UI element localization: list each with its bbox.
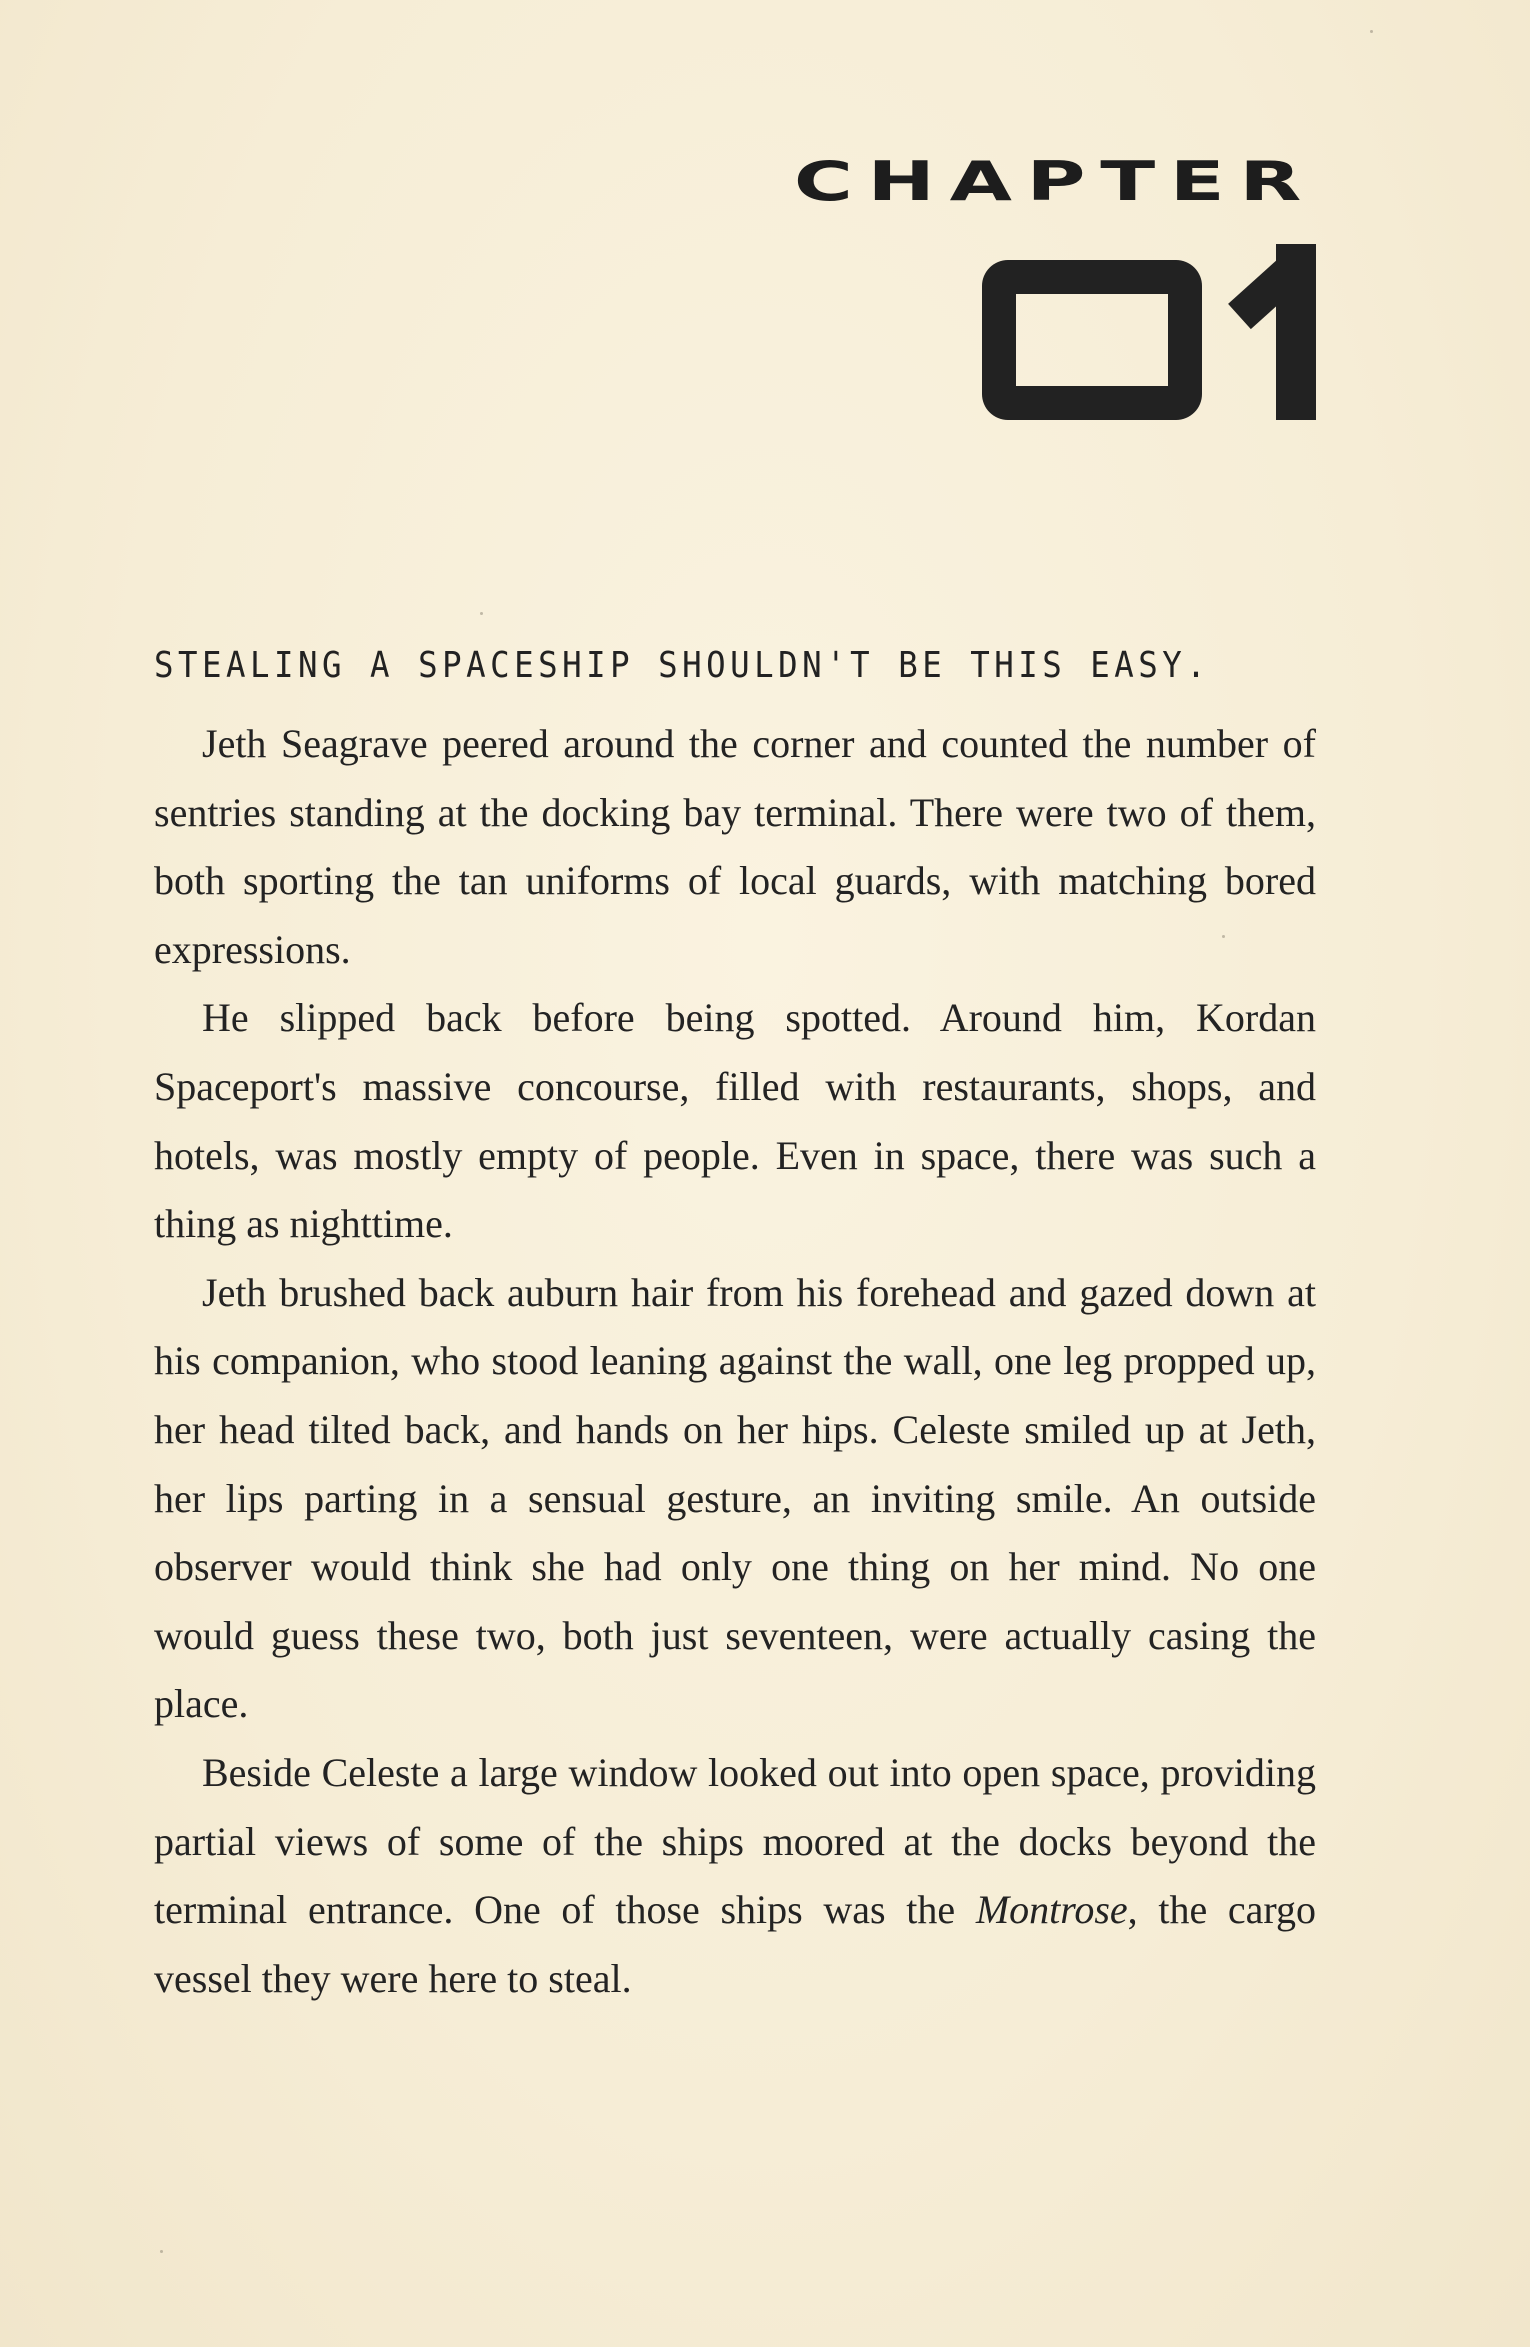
chapter-digit-zero xyxy=(982,260,1202,420)
opening-line: STEALING A SPACESHIP SHOULDN'T BE THIS EASY. xyxy=(154,645,1211,686)
paper-speck xyxy=(160,2250,163,2253)
chapter-heading-label: CHAPTER xyxy=(793,150,1316,214)
paragraph: Jeth Seagrave peered around the corner and counted the number of sentries standing at the docking bay terminal. There were two of them, both sporting the tan uniforms of local guards, with matching bored expressions. xyxy=(154,721,1316,972)
paragraph-text: , the cargo vessel they were here to steal. xyxy=(154,1887,1316,2001)
paragraph-text: Beside Celeste a large window looked out into open space, providing partial views of some of the ships moored at the docks beyond the terminal entrance. One of those ships was the xyxy=(154,1749,1316,1933)
paper-speck xyxy=(1222,935,1225,938)
chapter-digit-one xyxy=(1226,244,1316,420)
chapter-body xyxy=(154,710,1316,2013)
paper-speck xyxy=(1370,30,1373,33)
paper-speck xyxy=(480,612,483,615)
chapter-number xyxy=(982,240,1316,420)
paragraph: He slipped back before being spotted. Around him, Kordan Spaceport's massive concourse, filled with restaurants, shops, and hotels, was mostly empty of people. Even in space, there was such a thing as nighttime. xyxy=(154,995,1316,1247)
paragraph xyxy=(154,1739,1316,2013)
ship-name: Montrose xyxy=(975,1887,1128,1933)
paragraph: Jeth brushed back auburn hair from his forehead and gazed down at his companion, who stood leaning against the wall, one leg propped up, her head tilted back, and hands on her hips. Celeste smiled up at Jeth, her lips parting in a sensual gesture, an inviting smile. An outside observer would think she had only one thing on her mind. No one would guess these two, both just seventeen, were actually casing the place. xyxy=(154,1269,1316,1727)
digit-one-stem xyxy=(1276,244,1316,420)
